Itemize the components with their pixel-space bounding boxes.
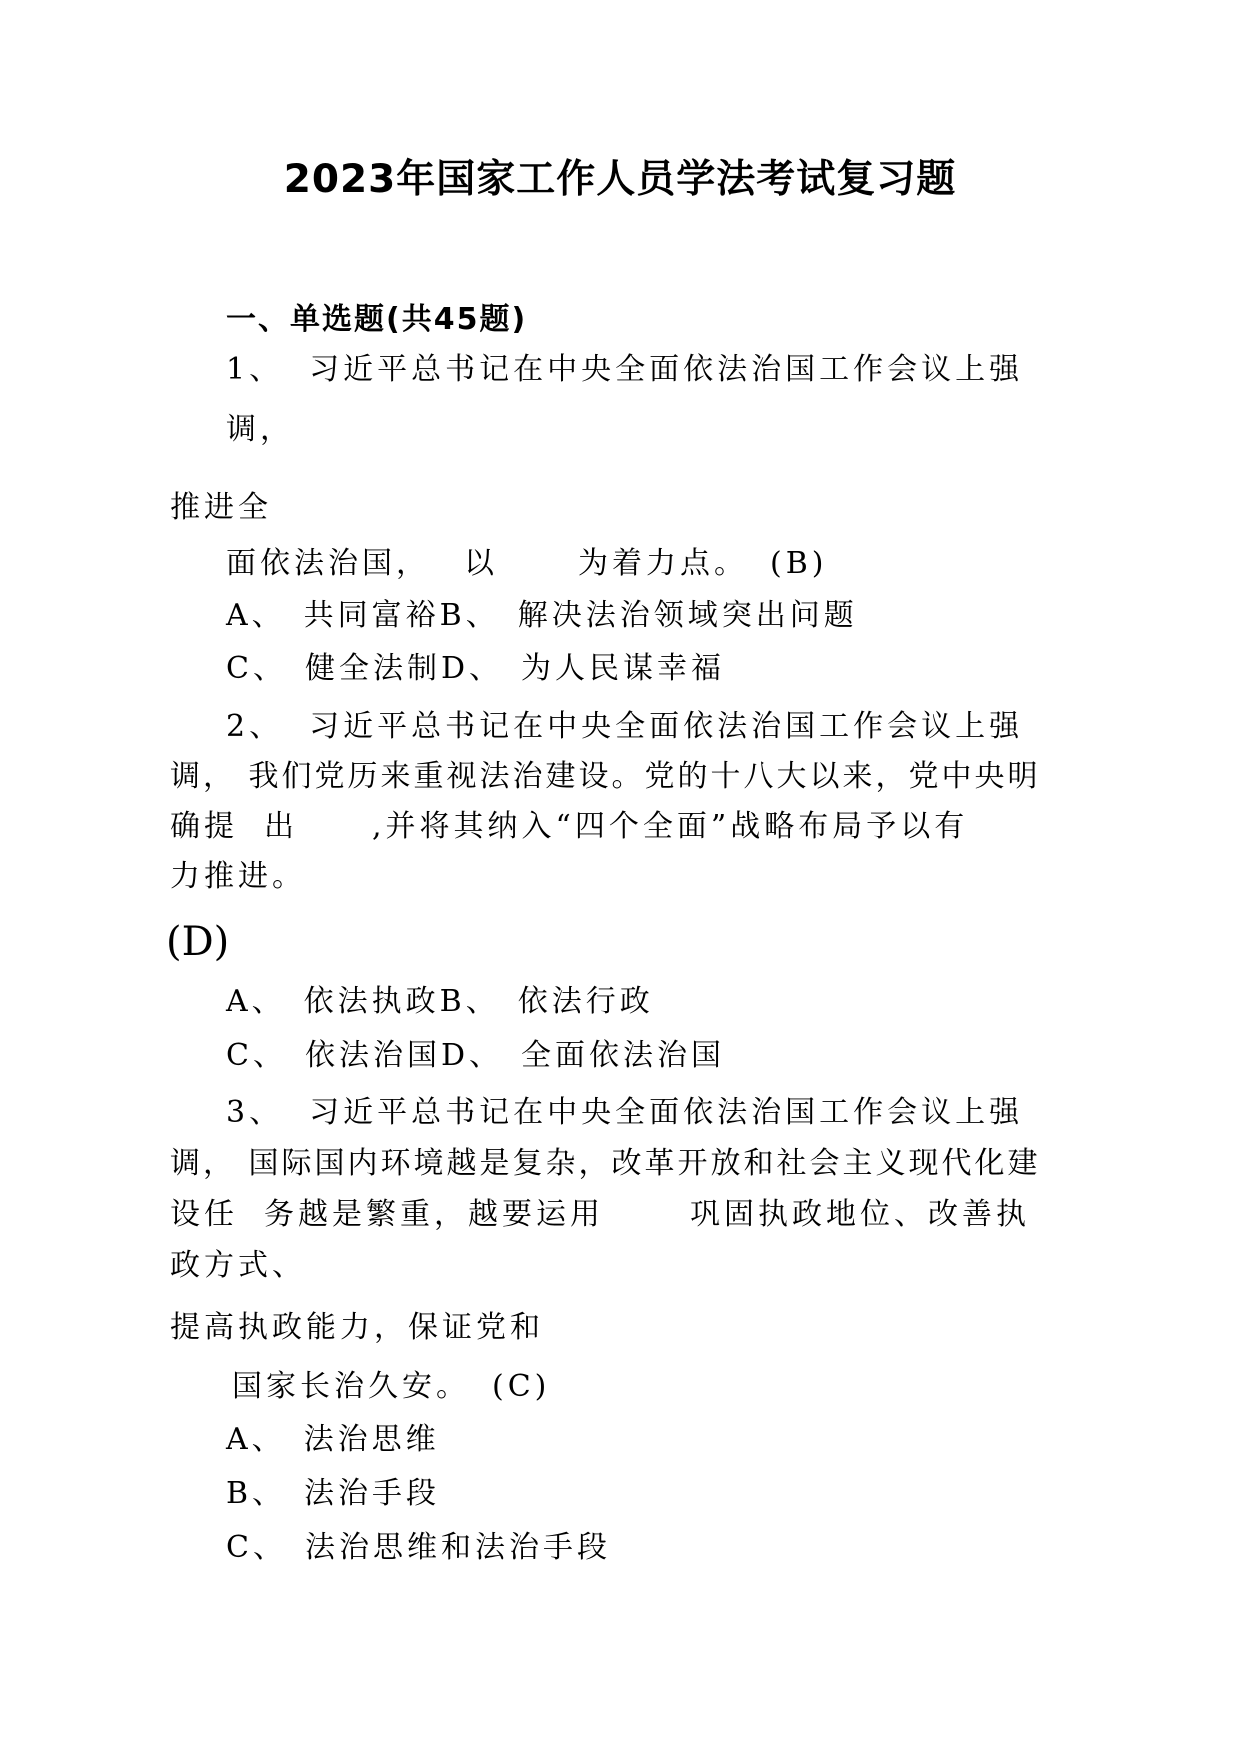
document-title: 2023年国家工作人员学法考试复习题 [283, 157, 957, 202]
option-text: 依法行政 [517, 984, 654, 1019]
option-letter: C、 [226, 1038, 287, 1073]
option-letter: D、 [440, 1038, 504, 1073]
question-3-line-6-text: 国家长治久安。 [232, 1369, 470, 1404]
question-3-number: 3、 [226, 1095, 284, 1130]
question-3-option-a [226, 1420, 440, 1460]
option-text: 法治思维 [303, 1422, 440, 1457]
question-2-stem-text: 习近平总书记在中央全面依法治国工作会议上强 [309, 709, 1024, 744]
option-text: 解决法治领域突出问题 [517, 598, 858, 633]
question-3-line-1 [226, 1093, 1023, 1133]
question-1-line-4 [226, 544, 827, 584]
option-text: 法治手段 [304, 1476, 441, 1511]
section-heading: 一、单选题(共45题) [226, 302, 528, 337]
option-text: 依法治国 [304, 1038, 441, 1073]
option-letter: B、 [439, 598, 500, 633]
option-letter: A、 [226, 984, 286, 1019]
question-3-answer: (C) [492, 1369, 551, 1404]
question-1-answer: (B) [770, 546, 828, 581]
question-2-options-line-1 [226, 982, 654, 1022]
question-3-line-3-mid: 务越是繁重，越要运用 [264, 1197, 604, 1232]
option-text: 依法执政 [303, 984, 440, 1019]
question-1-number: 1、 [226, 352, 284, 387]
question-2-line-3 [170, 807, 968, 847]
question-3-line-5: 提高执政能力，保证党和 [170, 1310, 544, 1345]
question-1-blank-pre: 面依法治国， [226, 546, 430, 581]
question-2-line-3-prefix: 确提 [170, 809, 238, 844]
question-3-stem-text: 习近平总书记在中央全面依法治国工作会议上强 [309, 1095, 1024, 1130]
option-letter: A、 [226, 1422, 286, 1457]
question-2-line-3-rest: ,并将其纳入“四个全面”战略布局予以有 [372, 809, 969, 844]
question-2-line-3-mid: 出 [264, 809, 298, 844]
question-2-answer: (D) [166, 919, 230, 965]
question-1-line-2: 调， [226, 412, 294, 447]
question-3-line-4: 政方式、 [170, 1248, 306, 1283]
option-text: 全面依法治国 [521, 1038, 726, 1073]
question-1-options-line-2 [226, 649, 725, 689]
option-letter: A、 [226, 598, 286, 633]
question-1-blank-mid: 以 [464, 546, 498, 581]
question-2-line-1 [226, 707, 1023, 747]
question-1-stem-text: 习近平总书记在中央全面依法治国工作会议上强 [309, 352, 1024, 387]
option-text: 法治思维和法治手段 [304, 1530, 611, 1565]
question-2-number: 2、 [226, 709, 284, 744]
question-3-line-3-rest: 巩固执政地位、改善执 [690, 1197, 1030, 1232]
option-letter: B、 [439, 984, 500, 1019]
option-text: 为人民谋幸福 [521, 651, 726, 686]
question-3-option-b [226, 1474, 440, 1514]
question-3-option-c [226, 1528, 611, 1568]
option-letter: D、 [440, 651, 504, 686]
question-1-blank-post: 为着力点。 [578, 546, 748, 581]
question-3-line-3-prefix: 设任 [170, 1197, 238, 1232]
option-letter: C、 [226, 651, 287, 686]
question-2-line-4: 力推进。 [170, 859, 306, 894]
option-text: 健全法制 [304, 651, 441, 686]
question-3-line-6 [232, 1367, 550, 1407]
option-text: 共同富裕 [303, 598, 440, 633]
question-2-options-line-2 [226, 1036, 725, 1076]
option-letter: B、 [226, 1476, 287, 1511]
question-3-line-2: 调， 国际国内环境越是复杂，改革开放和社会主义现代化建 [170, 1146, 1041, 1181]
option-letter: C、 [226, 1530, 287, 1565]
question-1-line-1 [226, 350, 1023, 390]
question-3-line-3 [170, 1195, 1030, 1235]
question-2-line-2: 调， 我们党历来重视法治建设。党的十八大以来，党中央明 [170, 759, 1041, 794]
question-1-options-line-1 [226, 596, 858, 636]
question-1-line-3: 推进全 [170, 490, 272, 525]
